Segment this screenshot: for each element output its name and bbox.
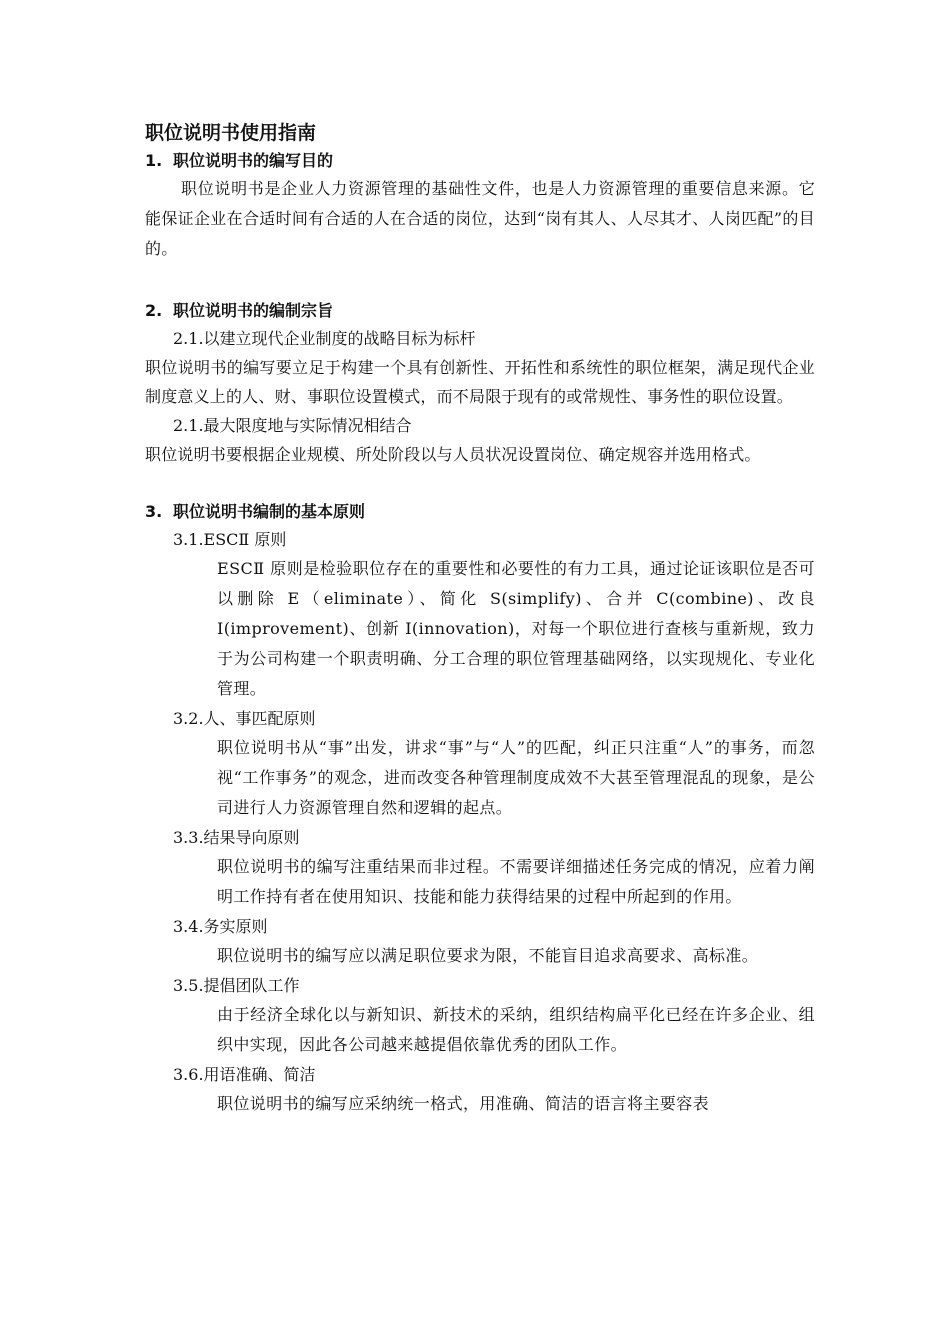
section-2-sub-1: 2.1.以建立现代企业制度的战略目标为标杆	[173, 329, 476, 348]
principle-1-label: 3.1.ESCⅡ 原则	[173, 530, 287, 549]
section-1-paragraph: 职位说明书是企业人力资源管理的基础性文件，也是人力资源管理的重要信息来源。它能保证企业在合适时间有合适的人在合适的岗位，达到“岗有其人、人尽其才、人岗匹配”的目的。	[145, 179, 815, 258]
principle-6-label: 3.6.用语准确、简洁	[173, 1065, 316, 1084]
principle-4-text: 职位说明书的编写应以满足职位要求为限，不能盲目追求高要求、高标准。	[217, 946, 759, 965]
principle-5-label: 3.5.提倡团队工作	[173, 976, 300, 995]
principle-1-text: ESCⅡ 原则是检验职位存在的重要性和必要性的有力工具，通过论证该职位是否可以删除 E（eliminate）、简化 S(simplify)、合并 C(combine)、改良 I(improvement)、创新 I(innovation)，对每一个职位进行查核与重新规，致力于为公司构建一个职责明确、分工合理的职位管理基础网络，以实现规化、专业化管理。	[217, 559, 815, 698]
section-2-title: 职位说明书的编制宗旨	[173, 301, 334, 320]
section-1-title: 职位说明书的编写目的	[173, 151, 334, 170]
section-3-title: 职位说明书编制的基本原则	[173, 502, 366, 521]
principle-2-text: 职位说明书从“事”出发，讲求“事”与“人”的匹配，纠正只注重“人”的事务，而忽视“工作事务”的观念，进而改变各种管理制度成效不大甚至管理混乱的现象，是公司进行人力资源管理自然和逻辑的起点。	[217, 738, 815, 817]
section-2-heading	[145, 298, 815, 324]
document-title: 职位说明书使用指南	[145, 122, 317, 144]
section-2-paragraph-2: 职位说明书要根据企业规模、所处阶段以与人员状况设置岗位、确定规容并选用格式。	[145, 445, 761, 464]
principle-2-label: 3.2.人、事匹配原则	[173, 709, 316, 728]
section-3-heading	[145, 499, 815, 525]
section-2-sub-2: 2.1.最大限度地与实际情况相结合	[173, 416, 412, 435]
section-2-number: 2.	[145, 301, 163, 320]
principle-5-text: 由于经济全球化以与新知识、新技术的采纳，组织结构扁平化已经在许多企业、组织中实现，因此各公司越来越提倡依靠优秀的团队工作。	[217, 1005, 815, 1054]
document-page	[145, 118, 815, 1119]
section-2-paragraph-1: 职位说明书的编写要立足于构建一个具有创新性、开拓性和系统性的职位框架，满足现代企业制度意义上的人、财、事职位设置模式，而不局限于现有的或常规性、事务性的职位设置。	[145, 358, 815, 406]
principle-6-text: 职位说明书的编写应采纳统一格式，用准确、简洁的语言将主要容表	[217, 1094, 710, 1113]
section-1-heading	[145, 148, 815, 174]
principle-3-label: 3.3.结果导向原则	[173, 828, 300, 847]
section-3-number: 3.	[145, 502, 163, 521]
principle-3-text: 职位说明书的编写注重结果而非过程。不需要详细描述任务完成的情况，应着力阐明工作持有者在使用知识、技能和能力获得结果的过程中所起到的作用。	[217, 857, 815, 906]
principle-4-label: 3.4.务实原则	[173, 917, 268, 936]
section-1-number: 1.	[145, 151, 163, 170]
